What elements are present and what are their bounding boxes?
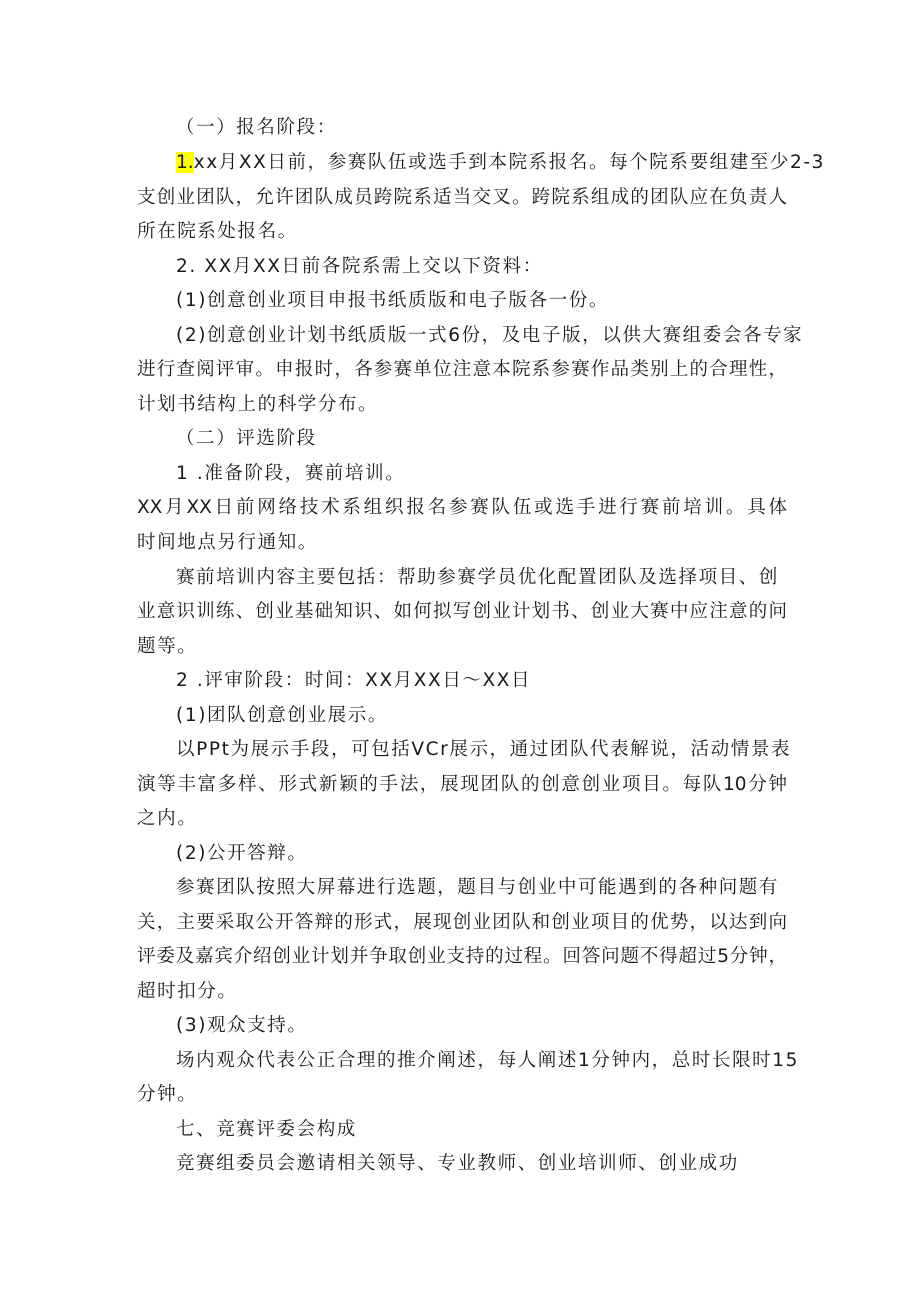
paragraph-line: 支创业团队，允许团队成员跨院系适当交叉。跨院系组成的团队应在负责人 <box>137 187 787 208</box>
paragraph-line: 时间地点另行通知。 <box>137 532 318 553</box>
list-item: 2. XX月XX日前各院系需上交以下资料： <box>176 256 543 277</box>
paragraph-line: 业意识训练、创业基础知识、如何拟写创业计划书、创业大赛中应注意的问 <box>137 601 787 622</box>
paragraph-line: 超时扣分。 <box>137 981 238 1002</box>
paragraph-line: 场内观众代表公正合理的推介阐述，每人阐述1分钟内，总时长限时15 <box>176 1050 800 1071</box>
paragraph-line: 之内。 <box>137 808 198 829</box>
paragraph-line: 计划书结构上的科学分布。 <box>137 394 379 415</box>
paragraph-line: 题等。 <box>137 636 198 657</box>
paragraph-line: 演等丰富多样、形式新颖的手法，展现团队的创意创业项目。每队10分钟 <box>137 774 787 795</box>
list-item: 1 .准备阶段，赛前培训。 <box>176 463 406 484</box>
list-item: (1)创意创业项目申报书纸质版和电子版各一份。 <box>176 290 610 311</box>
paragraph-line: 赛前培训内容主要包括：帮助参赛学员优化配置团队及选择项目、创 <box>176 567 780 588</box>
paragraph-line: 1.xx月XX日前，参赛队伍或选手到本院系报名。每个院系要组建至少2-3 <box>176 152 826 173</box>
paragraph-line: 竞赛组委员会邀请相关领导、专业教师、创业培训师、创业成功 <box>176 1153 739 1174</box>
paragraph-line: 所在院系处报名。 <box>137 221 298 242</box>
paragraph-line: 进行查阅评审。申报时，各参赛单位注意本院系参赛作品类别上的合理性， <box>137 359 787 380</box>
list-item: (3)观众支持。 <box>176 1015 308 1036</box>
list-item: (2)公开答辩。 <box>176 843 308 864</box>
list-item: (2)创意创业计划书纸质版一式6份，及电子版，以供大赛组委会各专家 <box>176 325 804 346</box>
heading-selection-stage: （二）评选阶段 <box>176 428 317 449</box>
paragraph-line: 分钟。 <box>137 1084 198 1105</box>
paragraph-line: 关，主要采取公开答辩的形式，展现创业团队和创业项目的优势，以达到向 <box>137 912 787 933</box>
heading-registration-stage: （一）报名阶段： <box>176 117 337 138</box>
list-item: (1)团队创意创业展示。 <box>176 705 388 726</box>
list-item: 2 .评审阶段：时间：XX月XX日〜XX日 <box>176 670 532 691</box>
paragraph-line: 评委及嘉宾介绍创业计划并争取创业支持的过程。回答问题不得超过5分钟， <box>137 946 787 967</box>
paragraph-line: 以PPt为展示手段，可包括VCr展示，通过团队代表解说，活动情景表 <box>176 739 792 760</box>
paragraph-line: 参赛团队按照大屏幕进行选题，题目与创业中可能遇到的各种问题有 <box>176 877 780 898</box>
paragraph-line: XX月XX日前网络技术系组织报名参赛队伍或选手进行赛前培训。具体 <box>137 497 787 518</box>
highlighted-number-marker: 1. <box>176 152 194 173</box>
section-heading: 七、竞赛评委会构成 <box>176 1119 357 1140</box>
